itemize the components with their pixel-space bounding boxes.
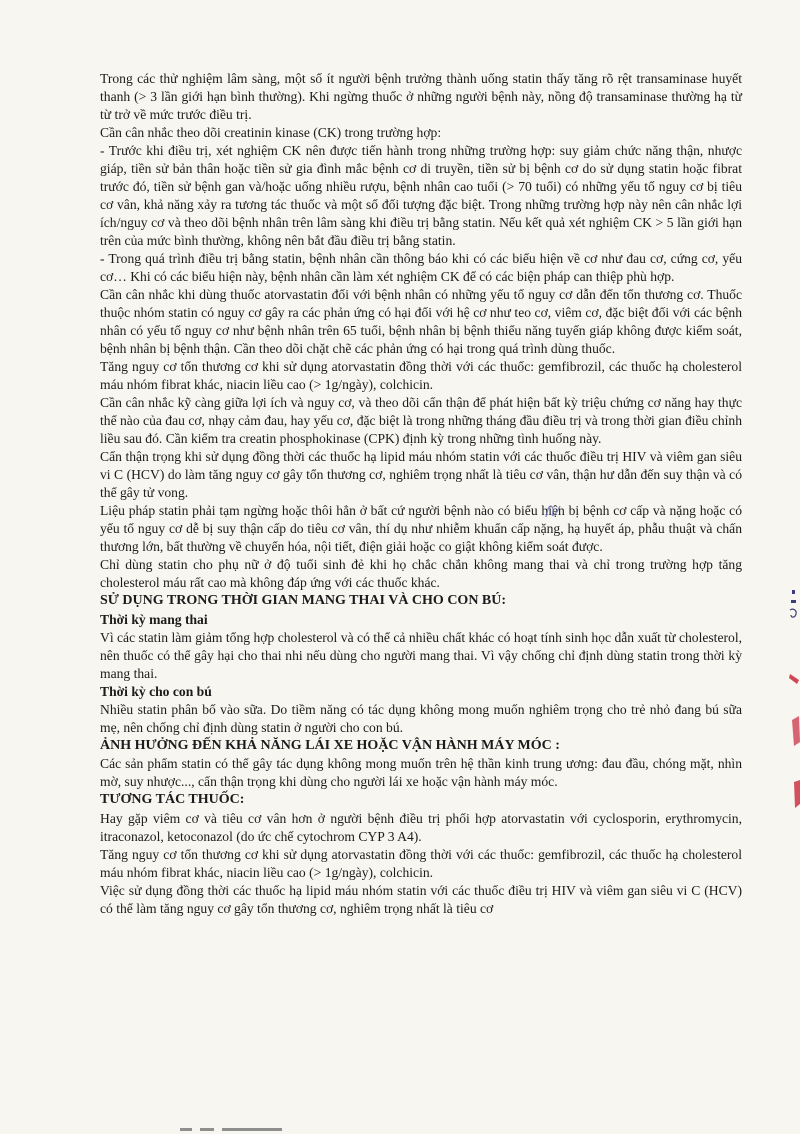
signature-scribble-icon [542,500,564,522]
body-paragraph: Cần cân nhắc kỹ càng giữa lợi ích và nguy cơ, và theo dõi cẩn thận để phát hiện bất kỳ triệu chứng cơ năng hay thực thể nào của đau cơ, nhạy cảm đau, hay yếu cơ, đặc biệt là trong những tháng đầu điều trị và trong thời gian điều chỉnh liều sau đó. Cần kiểm tra creatin phosphokinase (CPK) định kỳ trong những tình huống này. [100,395,742,446]
section-heading: SỬ DỤNG TRONG THỜI GIAN MANG THAI VÀ CHO CON BÚ: [100,593,507,608]
body-paragraph: Nhiều statin phân bố vào sữa. Do tiềm năng có tác dụng không mong muốn nghiêm trọng cho trẻ nhỏ đang bú sữa mẹ, nên chống chỉ định dùng statin ở người cho con bú. [100,701,742,735]
body-paragraph: Tăng nguy cơ tổn thương cơ khi sử dụng atorvastatin đồng thời với các thuốc: gemfibrozil, các thuốc hạ cholesterol máu nhóm fibrat khác, niacin liều cao (> 1g/ngày), colchicin. [100,359,742,392]
section-subheading: Thời kỳ cho con bú [100,683,212,699]
margin-artifact-icon [786,588,800,628]
document-body [100,70,742,918]
body-paragraph: Cần cân nhắc theo dõi creatinin kinase (CK) trong trường hợp: [100,125,442,140]
body-paragraph: Việc sử dụng đồng thời các thuốc hạ lipid máu nhóm statin với các thuốc điều trị HIV và viêm gan siêu vi C (HCV) có thể làm tăng nguy cơ gây tổn thương cơ, nghiêm trọng nhất là tiêu cơ [100,882,742,916]
ink-signature-mark [542,500,564,522]
red-edge-marks [788,672,800,812]
body-paragraph: - Trong quá trình điều trị bằng statin, bệnh nhân cần thông báo khi có các biểu hiện về cơ như đau cơ, cứng cơ, yếu cơ… Khi có các biểu hiện này, bệnh nhân cần làm xét nghiệm CK để có các biện pháp can thiệp phù hợp. [100,251,742,284]
body-paragraph: Tăng nguy cơ tổn thương cơ khi sử dụng atorvastatin đồng thời với các thuốc: gemfibrozil, các thuốc hạ cholesterol máu nhóm fibrat khác, niacin liều cao (> 1g/ngày), colchicin. [100,846,742,880]
body-paragraph: Các sản phẩm statin có thể gây tác dụng không mong muốn trên hệ thần kinh trung ương: đau đầu, chóng mặt, nhìn mờ, suy nhược..., cẩn thận trọng khi dùng cho người lái xe hoặc vận hành máy móc. [100,756,742,790]
margin-scan-artifact [786,588,800,632]
section-heading: TƯƠNG TÁC THUỐC: [100,792,245,808]
red-mark-icon [788,672,800,812]
body-paragraph: Hay gặp viêm cơ và tiêu cơ vân hơn ở người bệnh điều trị phối hợp atorvastatin với cyclosporin, erythromycin, itraconazol, ketoconazol (do ức chế cytochrom CYP 3 A4). [100,810,742,844]
body-paragraph: Vì các statin làm giảm tổng hợp cholesterol và có thể cả nhiều chất khác có hoạt tính sinh học dẫn xuất từ cholesterol, nên thuốc có thể gây hại cho thai nhi nếu dùng cho người mang thai. Vì vậy chống chỉ định dùng statin trong thời kỳ mang thai. [100,629,742,681]
section-heading: ẢNH HƯỞNG ĐẾN KHẢ NĂNG LÁI XE HOẶC VẬN HÀNH MÁY MÓC : [100,737,560,753]
body-paragraph: Trong các thử nghiệm lâm sàng, một số ít người bệnh trưởng thành uống statin thấy tăng rõ rệt transaminase huyết thanh (> 3 lần giới hạn bình thường). Khi ngừng thuốc ở những người bệnh này, nồng độ transaminase thường hạ từ từ trở về mức trước điều trị. [100,71,742,122]
body-paragraph: Liệu pháp statin phải tạm ngừng hoặc thôi hẳn ở bất cứ người bệnh nào có biểu hiện bị bệnh cơ cấp và nặng hoặc có yếu tố nguy cơ dễ bị suy thận cấp do tiêu cơ vân, thí dụ như nhiễm khuẩn cấp nặng, hạ huyết áp, phẫu thuật và chấn thương lớn, bất thường về chuyển hóa, nội tiết, điện giải hoặc co giật không kiểm soát được. [100,503,742,554]
section-subheading: Thời kỳ mang thai [100,611,208,627]
bottom-scan-edge [0,1126,800,1134]
body-paragraph: Chỉ dùng statin cho phụ nữ ở độ tuổi sinh đẻ khi họ chắc chắn không mang thai và chỉ trong trường hợp tăng cholesterol máu rất cao mà không đáp ứng với các thuốc khác. [100,557,742,590]
body-paragraph: - Trước khi điều trị, xét nghiệm CK nên được tiến hành trong những trường hợp: suy giảm chức năng thận, nhược giáp, tiền sử bản thân hoặc tiền sử gia đình mắc bệnh cơ di truyền, tiền sử bị bệnh cơ do sử dụng statin hoặc fibrat trước đó, tiền sử bệnh gan và/hoặc uống nhiều rượu, bệnh nhân cao tuổi (> 70 tuổi) có những yếu tố nguy cơ bị tiêu cơ vân, khả năng xảy ra tương tác thuốc và một số đối tượng đặc biệt. Trong những trường hợp này nên cân nhắc lợi ích/nguy cơ và theo dõi bệnh nhân trên lâm sàng khi điều trị bằng statin. Nếu kết quả xét nghiệm CK > 5 lần giới hạn trên của mức bình thường, không nên bắt đầu điều trị bằng statin. [100,143,742,248]
body-paragraph: Cẩn thận trọng khi sử dụng đồng thời các thuốc hạ lipid máu nhóm statin với các thuốc điều trị HIV và viêm gan siêu vi C (HCV) do làm tăng nguy cơ gây tổn thương cơ, nghiêm trọng nhất là tiêu cơ vân, thận hư dẫn đến suy thận và có thể gây tử vong. [100,449,742,500]
body-paragraph: Cần cân nhắc khi dùng thuốc atorvastatin đối với bệnh nhân có những yếu tố nguy cơ dẫn đến tổn thương cơ. Thuốc thuộc nhóm statin có nguy cơ gây ra các phản ứng có hại đối với hệ cơ như teo cơ, viêm cơ, đặc biệt đối với các bệnh nhân có yếu tố nguy cơ như bệnh nhân trên 65 tuổi, bệnh nhân bị bệnh thiểu năng tuyến giáp không được kiểm soát, bệnh nhân bị bệnh thận. Cần theo dõi chặt chẽ các phản ứng có hại trong quá trình dùng thuốc. [100,287,742,356]
